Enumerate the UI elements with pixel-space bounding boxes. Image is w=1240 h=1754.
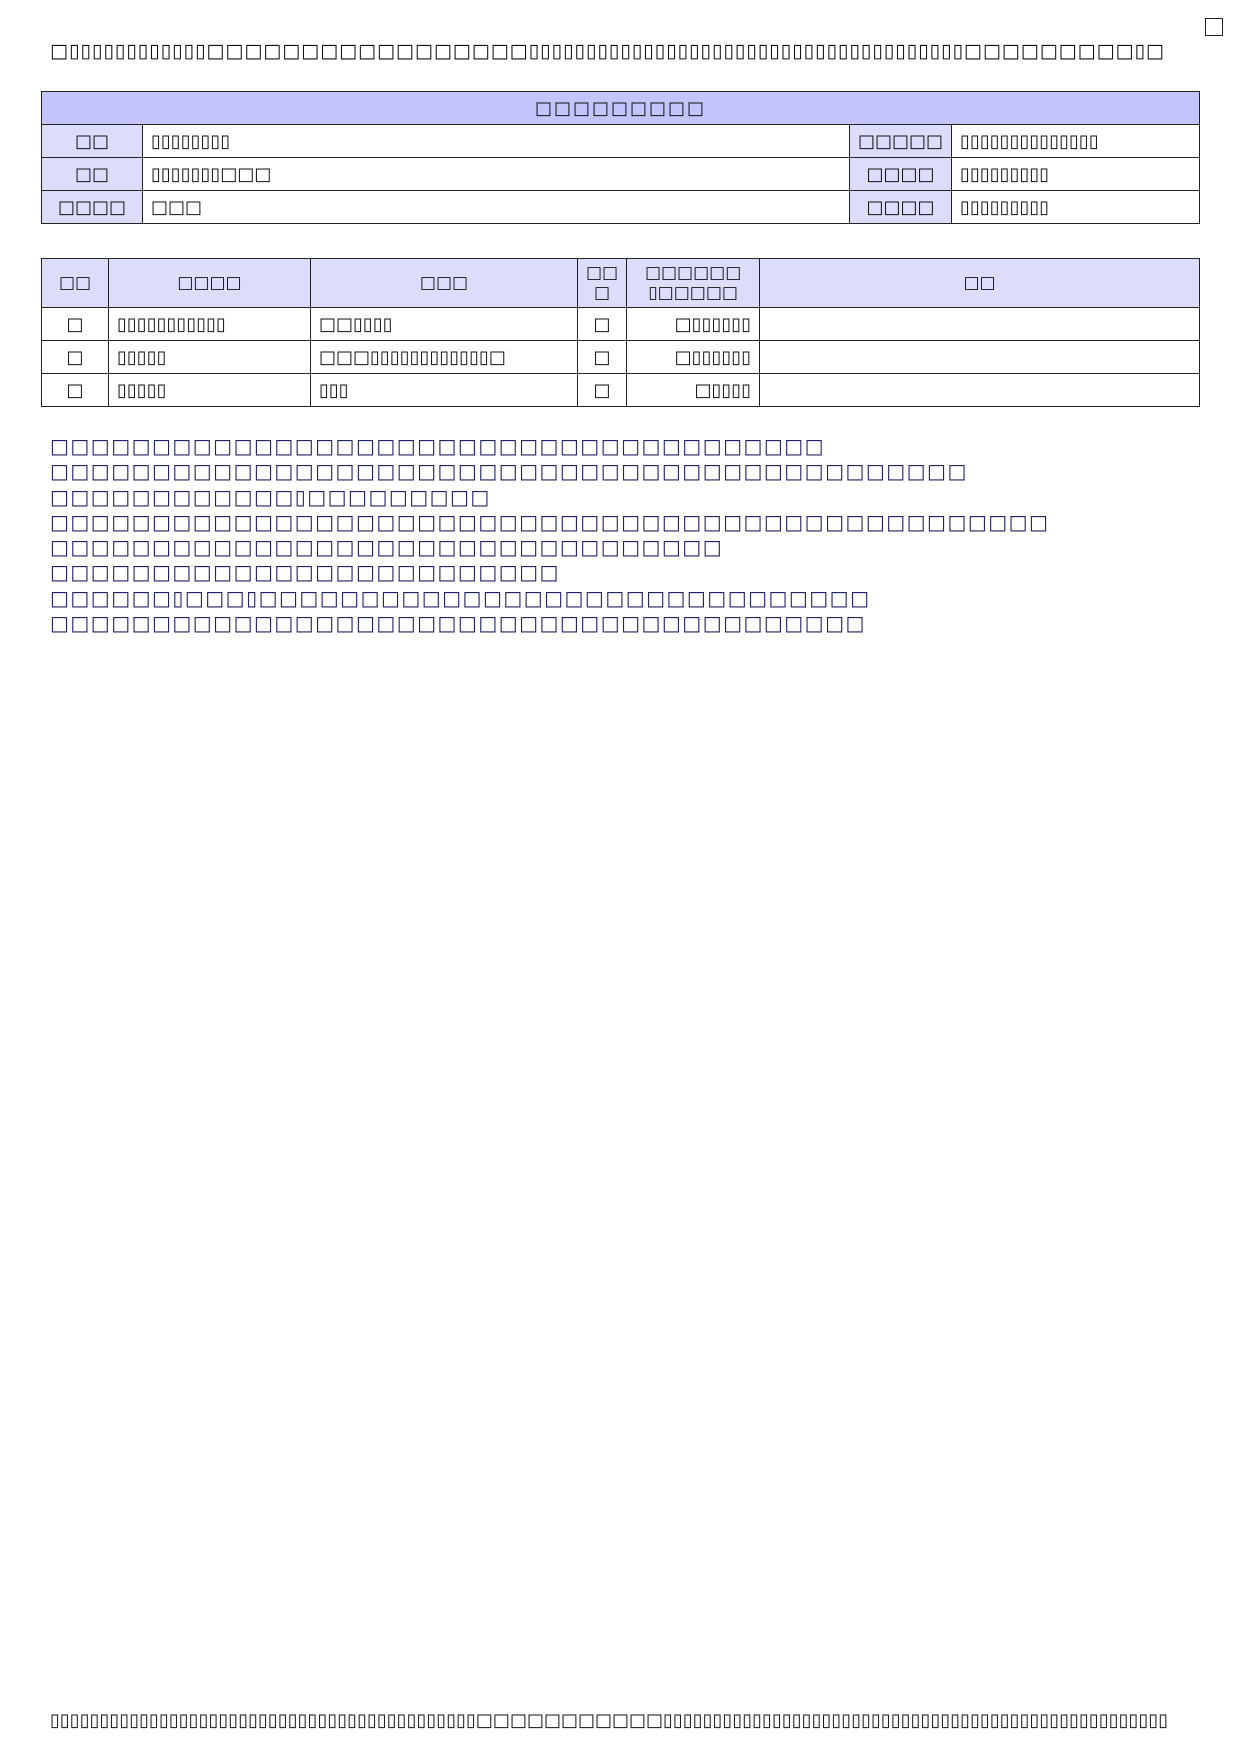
cell-spec: □□□▯▯▯▯▯▯▯▯▯▯▯▯□ xyxy=(311,341,578,374)
note-line: □□□□□□▯□□□▯□□□□□□□□□□□□□□□□□□□□□□□□□□□□□□ xyxy=(50,585,871,610)
note-line: □□□□□□□□□□□□□□□□□□□□□□□□□□□□□□□□□□□□□□ xyxy=(50,434,826,458)
info-row xyxy=(42,158,1200,191)
table-row xyxy=(42,374,1200,407)
col-header-qty: □□ □ xyxy=(578,259,627,308)
col-header-no: □□ xyxy=(42,259,109,308)
cell-name: ▯▯▯▯▯ xyxy=(109,374,311,407)
notes-block xyxy=(50,434,1049,636)
cell-amount: □▯▯▯▯▯▯ xyxy=(627,308,760,341)
info-row xyxy=(42,125,1200,158)
cell-spec: ▯▯▯ xyxy=(311,374,578,407)
info-value: ▯▯▯▯▯▯▯▯▯▯▯▯▯▯ xyxy=(952,125,1200,158)
info-value: ▯▯▯▯▯▯▯▯▯ xyxy=(952,158,1200,191)
cell-no: □ xyxy=(42,374,109,407)
note-line: □□□□□□□□□□□□□□□□□□□□□□□□□□□□□□□□□□□□□□□□□□□□□ xyxy=(50,459,968,484)
col-header-amount: □□□□□□ ▯□□□□□ xyxy=(627,259,760,308)
info-value: ▯▯▯▯▯▯▯▯ xyxy=(143,125,850,158)
items-table xyxy=(41,258,1200,407)
cell-name: ▯▯▯▯▯ xyxy=(109,341,311,374)
table-row xyxy=(42,341,1200,374)
note-line: □□□□□□□□□□□□□□□□□□□□□□□□□□□□□□□□□ xyxy=(50,535,724,560)
cell-qty: □ xyxy=(578,341,627,374)
info-label: □□□□ xyxy=(850,158,952,191)
table-row xyxy=(42,308,1200,341)
info-label: □□ xyxy=(42,158,143,191)
col-header-remarks: □□ xyxy=(760,259,1200,308)
cell-remarks xyxy=(760,374,1200,407)
cell-no: □ xyxy=(42,308,109,341)
note-line: □□□□□□□□□□□□□□□□□□□□□□□□□□□□□□□□□□□□□□□□ xyxy=(50,611,866,636)
cell-name: ▯▯▯▯▯▯▯▯▯▯▯ xyxy=(109,308,311,341)
page-corner-mark xyxy=(1205,18,1223,36)
cell-remarks xyxy=(760,341,1200,374)
cell-spec: □□▯▯▯▯ xyxy=(311,308,578,341)
info-value: ▯▯▯▯▯▯▯▯▯ xyxy=(952,191,1200,224)
note-line: □□□□□□□□□□□□□□□□□□□□□□□□□□□□□□□□□□□□□□□□□□□□□□□□□ xyxy=(50,509,1050,534)
info-row xyxy=(42,191,1200,224)
cell-qty: □ xyxy=(578,308,627,341)
info-label: □□□□□ xyxy=(850,125,952,158)
info-table xyxy=(41,91,1200,224)
info-label: □□□□ xyxy=(42,191,143,224)
items-header-row xyxy=(42,259,1200,308)
col-header-name: □□□□ xyxy=(109,259,311,308)
info-label: □□□□ xyxy=(850,191,952,224)
cell-amount: □▯▯▯▯ xyxy=(627,374,760,407)
cell-qty: □ xyxy=(578,374,627,407)
col-header-spec: □□□ xyxy=(311,259,578,308)
note-line: □□□□□□□□□□□□□□□□□□□□□□□□□ xyxy=(50,560,560,585)
note-line: □□□□□□□□□□□□▯□□□□□□□□□ xyxy=(50,484,491,509)
info-label: □□ xyxy=(42,125,143,158)
cell-no: □ xyxy=(42,341,109,374)
cell-remarks xyxy=(760,308,1200,341)
cell-amount: □▯▯▯▯▯▯ xyxy=(627,341,760,374)
info-table-title: □□□□□□□□□ xyxy=(42,92,1200,125)
info-value: □□□ xyxy=(143,191,850,224)
document-footer: ▯▯▯▯▯▯▯▯▯▯▯▯▯▯▯▯▯▯▯▯▯▯▯▯▯▯▯▯▯▯▯▯▯▯▯▯▯▯▯▯▯▯▯□□□□□□□□□□□▯▯▯▯▯▯▯▯▯▯▯▯▯▯▯▯▯▯▯▯▯▯▯▯▯▯▯▯▯▯▯▯▯▯▯▯▯▯▯▯▯▯▯▯▯▯▯▯▯▯▯ xyxy=(50,1710,1169,1731)
info-value: ▯▯▯▯▯▯▯□□□ xyxy=(143,158,850,191)
document-header: □▯▯▯▯▯▯▯▯▯▯▯▯□□□□□□□□□□□□□□□□□▯▯▯▯▯▯▯▯▯▯▯▯▯▯▯▯▯▯▯▯▯▯▯▯▯▯▯▯▯▯▯▯▯▯▯▯▯▯□□□□□□□□□▯□ xyxy=(50,40,1165,62)
